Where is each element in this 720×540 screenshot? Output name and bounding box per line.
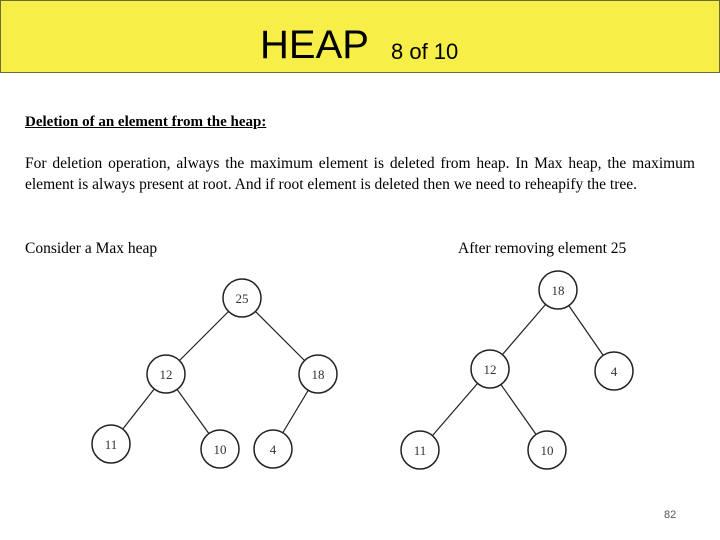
node-label: 12 <box>159 367 173 382</box>
slide-title: HEAP <box>260 23 369 67</box>
left-caption: Consider a Max heap <box>25 240 158 257</box>
node-label: 18 <box>311 367 325 382</box>
tree-node <box>92 425 130 463</box>
tree-node <box>299 355 337 393</box>
tree-node <box>401 431 439 469</box>
tree-node <box>254 430 292 468</box>
slide-counter: 8 of 10 <box>391 39 459 64</box>
tree-node <box>595 352 633 390</box>
node-label: 11 <box>413 443 427 458</box>
node-label: 4 <box>610 364 618 379</box>
tree-node <box>471 350 509 388</box>
node-label: 11 <box>104 437 118 452</box>
tree-node <box>147 355 185 393</box>
tree-node <box>223 279 261 317</box>
node-label: 10 <box>213 442 227 457</box>
node-label: 12 <box>483 362 497 377</box>
tree-before-nodes <box>92 279 337 468</box>
tree-after-edges <box>420 290 614 450</box>
tree-node <box>539 271 577 309</box>
node-label: 18 <box>551 283 565 298</box>
page-number: 82 <box>664 509 677 521</box>
tree-before-edges <box>111 298 318 449</box>
tree-node <box>201 430 239 468</box>
node-label: 25 <box>235 291 249 306</box>
right-caption: After removing element 25 <box>458 240 627 257</box>
section-heading: Deletion of an element from the heap: <box>25 114 267 130</box>
tree-after-nodes <box>401 271 633 469</box>
node-label: 10 <box>540 443 554 458</box>
body-paragraph: For deletion operation, always the maximum element is deleted from heap. In Max heap, the maximum element is always present at root. And if root element is deleted then we need to reheapify the tree. <box>25 155 695 193</box>
node-label: 4 <box>269 442 277 457</box>
tree-node <box>528 431 566 469</box>
